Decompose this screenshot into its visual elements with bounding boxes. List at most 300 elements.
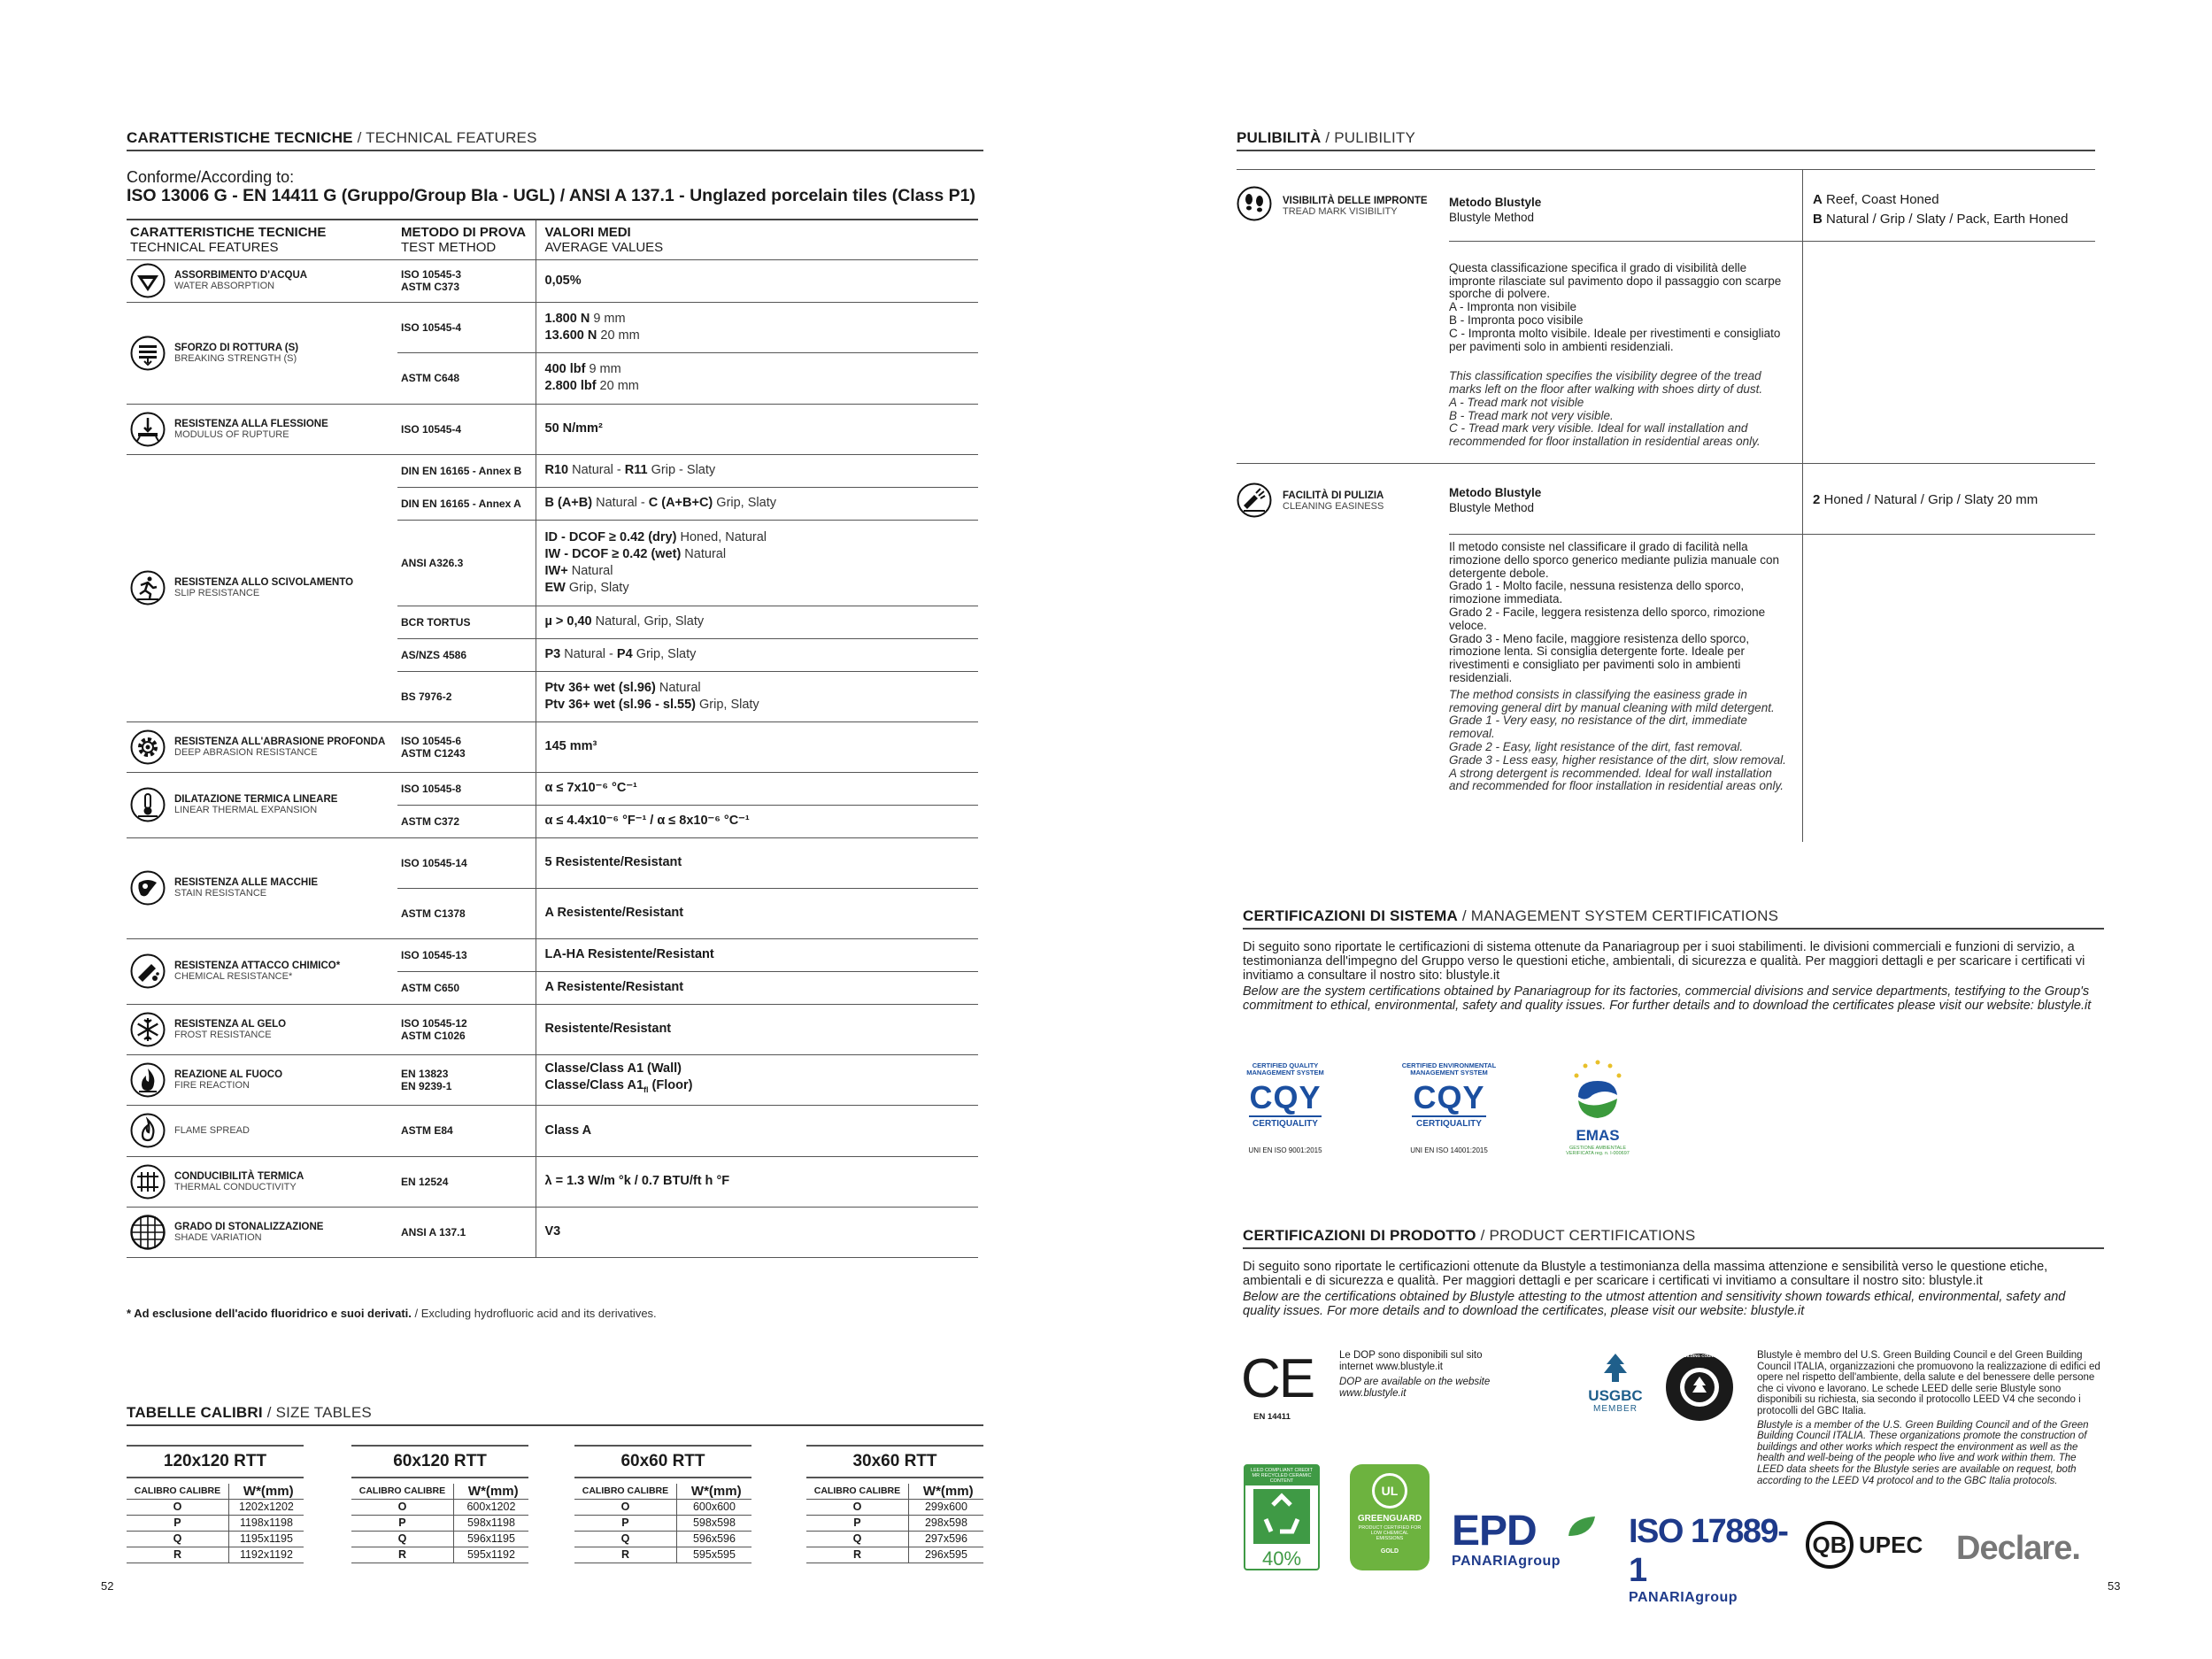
- value-light: Grip - Slaty: [647, 463, 716, 477]
- feature-name-it: GRADO DI STONALIZZAZIONE: [174, 1221, 324, 1232]
- tread-it: VISIBILITÀ DELLE IMPRONTE: [1283, 196, 1428, 206]
- value-subscript: fl: [644, 1084, 649, 1094]
- prod-text-en: Below are the certifications obtained by Blustyle attesting to the utmost attention and sensitivity shown towards ethical, environmental, safety and quality issues. For more details and to download the certificates, please visit our website: blustyle.it: [1243, 1290, 2066, 1318]
- feature-name-en: FROST RESISTANCE: [174, 1029, 272, 1040]
- size: 600x1202: [453, 1500, 528, 1516]
- feature-name-it: DILATAZIONE TERMICA LINEARE: [174, 794, 338, 805]
- usgbc-logo: [1580, 1352, 1651, 1414]
- recycle-icon: [1253, 1489, 1310, 1544]
- value-light: Natural -: [560, 647, 617, 661]
- calibre: R: [127, 1547, 228, 1563]
- w-header: W*(mm): [453, 1484, 528, 1500]
- value-light: 9 mm: [590, 311, 626, 326]
- greenguard-gold: GOLD: [1380, 1548, 1399, 1555]
- value-light: Honed / Natural / Grip / Slaty 20 mm: [1820, 492, 2039, 507]
- calibre: Q: [127, 1532, 228, 1547]
- epd-group: PANARIAgroup: [1452, 1554, 1561, 1569]
- feature-name-en: LINEAR THERMAL EXPANSION: [174, 805, 318, 815]
- sys-section-title: [1243, 907, 2104, 930]
- table-row: [127, 1105, 978, 1156]
- clean-rule-2: [1449, 534, 2095, 535]
- gbc-text: GREEN BUILDING COUNCIL ITALIA: [1665, 1354, 1734, 1358]
- calibre: R: [351, 1547, 453, 1563]
- value: Resistente/Resistant: [544, 1022, 672, 1036]
- size: 600x600: [676, 1500, 751, 1516]
- emas-icon: [1566, 1058, 1630, 1123]
- cq-bot: UNI EN ISO 14001:2015: [1410, 1146, 1488, 1154]
- method: ASTM C650: [397, 971, 536, 1004]
- size: 298x598: [908, 1516, 983, 1532]
- sys-text-en: Below are the system certifications obtained by Panariagroup for its factories, commercial divisions and service departments, testifying to the Group's commitment to ethical, environmental, safety and quality issues. For further details and to download the certificates please visit our website: blustyle.it: [1243, 984, 2092, 1013]
- flame-spread-icon: [130, 1113, 166, 1148]
- value-bold: 400 lbf: [544, 362, 586, 376]
- epd-name: EPD: [1452, 1508, 1537, 1555]
- upec-name: UPEC: [1859, 1531, 1923, 1558]
- conform-label: Conforme/According to:: [127, 168, 295, 186]
- cq-top: CERTIFIED ENVIRONMENTAL MANAGEMENT SYSTEM: [1401, 1061, 1497, 1076]
- feature-name-en: SLIP RESISTANCE: [174, 588, 260, 598]
- calibre: P: [351, 1516, 453, 1532]
- table-row: [127, 1156, 978, 1207]
- tech-title-rest: / TECHNICAL FEATURES: [352, 129, 537, 146]
- prod-title-rest: / PRODUCT CERTIFICATIONS: [1476, 1227, 1696, 1244]
- feature-name-it: RESISTENZA AL GELO: [174, 1018, 287, 1030]
- feature-name-it: SFORZO DI ROTTURA (S): [174, 342, 299, 353]
- feature-name-it: RESISTENZA ALLO SCIVOLAMENTO: [174, 577, 354, 588]
- method: ISO 10545-13: [397, 938, 536, 971]
- leed-recycled-logo: [1244, 1464, 1320, 1570]
- gbc-italia-logo: [1664, 1352, 1735, 1423]
- size: 598x598: [676, 1516, 751, 1532]
- recycled-top: LEED COMPLIANT CREDIT MR RECYCLED CERAMIC CONTENT: [1245, 1466, 1318, 1485]
- value-bold: C (A+B+C): [648, 496, 713, 510]
- feature-name-it: REAZIONE AL FUOCO: [174, 1069, 283, 1080]
- dop-it: Le DOP sono disponibili sul sito internet www.blustyle.it: [1339, 1350, 1483, 1372]
- pulib-section-title: [1237, 129, 2095, 151]
- size: 1198x1198: [228, 1516, 304, 1532]
- fire-icon: [130, 1062, 166, 1098]
- method: ISO 10545-4: [397, 404, 536, 454]
- table-row: [574, 1500, 751, 1516]
- value-light: Natural: [681, 546, 727, 561]
- size-title-rest: / SIZE TABLES: [262, 1404, 372, 1421]
- leed-text: [1757, 1350, 2104, 1486]
- header-values-it: VALORI MEDI: [544, 224, 631, 240]
- size-table-title: 30x60 RTT: [806, 1445, 983, 1478]
- sys-text-it: Di seguito sono riportate le certificazioni di sistema ottenute da Panariagroup per i suoi stabilimenti. le divisioni commerciali e funzioni di servizio, a testimonianza dell'impegno del Gruppo verso le questioni etiche, ambientali, di sicurezza e qualità. Per maggiori dettagli e per scaricare i certificati vi invitiamo a consultare il nostro sito: blustyle.it: [1243, 940, 2085, 983]
- table-row: [127, 772, 978, 805]
- feature-name-en: FLAME SPREAD: [174, 1125, 250, 1136]
- sys-text: [1243, 940, 2104, 1013]
- value: α ≤ 4.4x10⁻⁶ °F⁻¹ / α ≤ 8x10⁻⁶ °C⁻¹: [544, 814, 750, 828]
- leed-en: Blustyle is a member of the U.S. Green Building Council and of the Green Building Council ITALIA. These organizations promote the construction of buildings and other works which respect the environment as well as the health and well-being of the people who live and work within them. The LEED data sheets for the Blustyle series are available on request, both according to the LEED V4 protocol and to the GBC Italia protocols.: [1757, 1419, 2089, 1486]
- value-bold: P4: [616, 647, 633, 661]
- breaking-strength-icon: [130, 336, 166, 371]
- usgbc-leaf-icon: [1598, 1352, 1633, 1384]
- table-row: [574, 1547, 751, 1563]
- table-row: [806, 1516, 983, 1532]
- size-table: [127, 1445, 304, 1563]
- emas-name: EMAS: [1576, 1127, 1620, 1144]
- size-table-title: 60x60 RTT: [574, 1445, 751, 1478]
- method-bold: Metodo Blustyle: [1449, 486, 1542, 499]
- table-row: [127, 454, 978, 487]
- table-row: [127, 302, 978, 352]
- clean-rule: [1237, 463, 2095, 464]
- calibre: P: [127, 1516, 228, 1532]
- clean-en: CLEANING EASINESS: [1283, 501, 1384, 512]
- size: 595x1192: [453, 1547, 528, 1563]
- snowflake-icon: [130, 1012, 166, 1047]
- w-header: W*(mm): [676, 1484, 751, 1500]
- w-header: W*(mm): [908, 1484, 983, 1500]
- size: 1202x1202: [228, 1500, 304, 1516]
- ce-std: EN 14411: [1253, 1412, 1291, 1422]
- gear-icon: [130, 729, 166, 765]
- tread-en: TREAD MARK VISIBILITY: [1283, 206, 1398, 217]
- dop-en: DOP are available on the website www.blustyle.it: [1339, 1377, 1491, 1399]
- method-bold: Metodo Blustyle: [1449, 196, 1542, 209]
- calibre: R: [806, 1547, 908, 1563]
- value-bold: R10: [544, 463, 569, 477]
- clean-desc-it: Il metodo consiste nel classificare il grado di facilità nella rimozione dello sporco generico mediante pulizia manuale con detergente debole. Grado 1 - Molto facile, nessuna resistenza dello sporco, rimozione immediata. Grado 2 - Facile, leggera resistenza dello sporco, rimozione veloce. Grado 3 - Meno facile, maggiore resistenza dello sporco, rimozione lenta. Si consiglia detergente forte. Ideale per rivestimenti e consigliato per pavimenti solo in ambienti residenziali.: [1449, 540, 1779, 684]
- feature-name-en: THERMAL CONDUCTIVITY: [174, 1181, 297, 1192]
- value: A Resistente/Resistant: [544, 980, 684, 994]
- value-bold: IW+: [544, 563, 568, 578]
- chemical-icon: [130, 953, 166, 989]
- emas-sub: GESTIONE AMBIENTALE VERIFICATA reg. n. I-000697: [1566, 1146, 1630, 1156]
- size: 596x1195: [453, 1532, 528, 1547]
- size: 598x1198: [453, 1516, 528, 1532]
- method: ANSI A326.3: [397, 520, 536, 606]
- value-light: Reef, Coast Honed: [1822, 192, 1939, 207]
- table-row: [127, 1547, 304, 1563]
- value-light: Natural: [655, 680, 701, 695]
- value-light: Natural, Grip, Slaty: [591, 614, 705, 629]
- method: ISO 10545-8: [397, 772, 536, 805]
- feature-name-it: CONDUCIBILITÀ TERMICA: [174, 1170, 304, 1182]
- method: ANSI A 137.1: [397, 1207, 536, 1257]
- iso-name: ISO 17889-1: [1629, 1513, 1788, 1589]
- pulib-divider: [1802, 169, 1803, 842]
- value-bold: 1.800 N: [544, 311, 590, 326]
- table-row: [127, 1054, 978, 1105]
- certiquality-9001-logo: CERTIFIED QUALITY MANAGEMENT SYSTEM CQY CERTIQUALITY UNI EN ISO 9001:2015: [1237, 1062, 1334, 1154]
- value: Class A: [544, 1123, 592, 1138]
- standard-line: ISO 13006 G - EN 14411 G (Gruppo/Group BIa - UGL) / ANSI A 137.1 - Unglazed porcelain tiles (Class P1): [127, 186, 976, 205]
- table-row: [127, 259, 978, 302]
- calibro-header: CALIBRO CALIBRE: [574, 1484, 676, 1500]
- ce-mark: [1241, 1348, 1314, 1422]
- table-header-row: [127, 220, 978, 259]
- dop-text: [1339, 1350, 1507, 1400]
- calibre: O: [806, 1500, 908, 1516]
- table-row: [351, 1516, 528, 1532]
- value: V3: [544, 1224, 561, 1238]
- value-bold: IW - DCOF ≥ 0.42 (wet): [544, 546, 682, 561]
- prod-section-title: [1243, 1227, 2104, 1249]
- size-table-title: 60x120 RTT: [351, 1445, 528, 1478]
- table-row: [351, 1547, 528, 1563]
- value-light: Natural: [567, 563, 613, 578]
- table-row: [806, 1500, 983, 1516]
- table-row: [127, 404, 978, 454]
- value-light: 20 mm: [596, 379, 639, 393]
- tread-desc: [1449, 249, 1794, 462]
- method: BCR TORTUS: [397, 606, 536, 638]
- usgbc-name: USGBC: [1588, 1387, 1643, 1404]
- size: 296x595: [908, 1547, 983, 1563]
- emas-logo: [1564, 1058, 1631, 1156]
- table-row: [127, 938, 978, 971]
- gbc-italia-icon: [1664, 1352, 1735, 1423]
- clean-method: [1449, 485, 1541, 515]
- table-row: [127, 837, 978, 888]
- method: DIN EN 16165 - Annex A: [397, 487, 536, 520]
- header-feature-en: TECHNICAL FEATURES: [130, 239, 279, 255]
- clean-desc: [1449, 541, 1794, 793]
- conductivity-icon: [130, 1164, 166, 1200]
- pulib-title-bold: PULIBILITÀ: [1237, 129, 1322, 146]
- header-method-en: TEST METHOD: [401, 239, 497, 255]
- method: ISO 10545-3: [401, 268, 462, 281]
- value-bold: Ptv 36+ wet (sl.96): [544, 680, 656, 695]
- qb-mark: QB: [1806, 1521, 1854, 1569]
- value: 5 Resistente/Resistant: [544, 855, 682, 869]
- value-light: Natural / Grip / Slaty / Pack, Earth Honed: [1822, 212, 2069, 227]
- cq-bot: UNI EN ISO 9001:2015: [1248, 1146, 1322, 1154]
- footnote-bold: * Ad esclusione dell'acido fluoridrico e suoi derivati.: [127, 1307, 412, 1320]
- size-title-bold: TABELLE CALIBRI: [127, 1404, 263, 1421]
- greenguard-logo: [1350, 1464, 1430, 1570]
- method: AS/NZS 4586: [397, 638, 536, 671]
- table-row: [127, 1500, 304, 1516]
- value-light: Natural -: [568, 463, 625, 477]
- feature-name-en: FIRE REACTION: [174, 1079, 250, 1091]
- value-light: 20 mm: [597, 328, 640, 343]
- grid-globe-icon: [130, 1215, 166, 1250]
- feature-name-en: WATER ABSORPTION: [174, 281, 275, 291]
- value-bold: ID - DCOF ≥ 0.42 (dry): [544, 529, 677, 544]
- cleaning-icon: [1237, 482, 1272, 518]
- size-table: [351, 1445, 528, 1563]
- size-table: [806, 1445, 983, 1563]
- water-drop-icon: [130, 263, 166, 298]
- value: α ≤ 7x10⁻⁶ °C⁻¹: [544, 781, 637, 795]
- value-light: Grip, Slaty: [632, 647, 697, 661]
- method: ASTM C648: [397, 352, 536, 404]
- iso-group: PANARIAgroup: [1629, 1590, 1738, 1605]
- feature-name-it: RESISTENZA ALL'ABRASIONE PROFONDA: [174, 736, 386, 747]
- value-bold: 2.800 lbf: [544, 379, 597, 393]
- method-light: Blustyle Method: [1449, 211, 1535, 224]
- size-table-grid: [806, 1484, 983, 1563]
- method: ISO 10545-6: [401, 734, 462, 747]
- ce-mark-text: CE: [1241, 1348, 1314, 1409]
- thermometer-icon: [130, 787, 166, 822]
- calibre: P: [574, 1516, 676, 1532]
- calibro-header: CALIBRO CALIBRE: [127, 1484, 228, 1500]
- value-light: Honed, Natural: [676, 529, 767, 544]
- leed-it: Blustyle è membro del U.S. Green Building Council e del Green Building Council ITALIA, organizzazioni che promuovono la realizzazione di edifici ed opere nel rispetto dell'ambiente, della salute e del benessere delle persone che ci vivono e lavorano. Le schede LEED delle serie Blustyle sono disponibili su richiesta, sia secondo il protocollo LEED V4 che secondo i protocolli del GBC Italia.: [1757, 1350, 2100, 1416]
- table-row: [127, 1207, 978, 1257]
- footnote: [127, 1307, 657, 1320]
- value-bold: EW: [544, 580, 566, 595]
- table-row: [351, 1500, 528, 1516]
- value: (Floor): [648, 1078, 693, 1093]
- value-light: Grip, Slaty: [713, 496, 776, 510]
- footnote-rest: / Excluding hydrofluoric acid and its derivatives.: [411, 1307, 657, 1320]
- calibro-header: CALIBRO CALIBRE: [351, 1484, 453, 1500]
- size: 1192x1192: [228, 1547, 304, 1563]
- iso-17889-logo: [1629, 1512, 1788, 1606]
- method: DIN EN 16165 - Annex B: [397, 454, 536, 487]
- value-bold: 13.600 N: [544, 328, 597, 343]
- calibre: Q: [806, 1532, 908, 1547]
- header-feature-it: CARATTERISTICHE TECNICHE: [130, 224, 327, 240]
- value-bold: R11: [624, 463, 648, 477]
- sys-title-rest: / MANAGEMENT SYSTEM CERTIFICATIONS: [1458, 907, 1779, 924]
- clean-desc-en: The method consists in classifying the easiness grade in removing general dirt by manual cleaning with mild detergent. Grade 1 - Very easy, no resistance of the dirt, immediate removal. Grade 2 - Easy, light resistance of the dirt, fast removal. Grade 3 - Less easy, higher resistance of the dirt, slow removal. A strong detergent is recommended. Ideal for wall installation and recommended for floor installation in residential areas only.: [1449, 687, 1786, 793]
- value: Classe/Class A1: [544, 1078, 644, 1093]
- tech-section-title: [127, 129, 983, 151]
- tread-values: [1813, 190, 2068, 229]
- clean-it: FACILITÀ DI PULIZIA: [1283, 490, 1384, 501]
- value: 0,05%: [544, 273, 582, 288]
- prod-text: [1243, 1260, 2104, 1318]
- table-row: [806, 1547, 983, 1563]
- method-light: Blustyle Method: [1449, 501, 1535, 514]
- feature-name-en: SHADE VARIATION: [174, 1231, 262, 1243]
- method: ISO 10545-14: [397, 837, 536, 888]
- feature-name-en: STAIN RESISTANCE: [174, 888, 267, 899]
- method: ISO 10545-12: [401, 1016, 467, 1030]
- size: 596x596: [676, 1532, 751, 1547]
- table-row: [127, 721, 978, 772]
- table-row: [351, 1532, 528, 1547]
- value: A Resistente/Resistant: [544, 906, 684, 920]
- size-table: [574, 1445, 751, 1563]
- table-row: [127, 1532, 304, 1547]
- calibro-header: CALIBRO CALIBRE: [806, 1484, 908, 1500]
- value: 50 N/mm²: [544, 421, 603, 436]
- prod-title-bold: CERTIFICAZIONI DI PRODOTTO: [1243, 1227, 1476, 1244]
- stain-icon: [130, 870, 166, 906]
- calibre: R: [574, 1547, 676, 1563]
- feature-name-it: RESISTENZA ALLA FLESSIONE: [174, 418, 328, 429]
- calibre: Q: [351, 1532, 453, 1547]
- pulib-top-rule: [1237, 169, 2095, 170]
- tread-desc-en: This classification specifies the visibility degree of the tread marks left on the floor after walking with shoes dirty of dust. A - Tread mark not visible B - Tread mark not very visible. C - Tread mark very visible. Ideal for wall installation and recommended for floor installation in residential areas only.: [1449, 369, 1763, 449]
- method: ASTM C1026: [401, 1029, 466, 1042]
- tread-rule: [1449, 241, 2095, 242]
- value: Classe/Class A1 (Wall): [544, 1061, 682, 1076]
- tread-desc-it: Questa classificazione specifica il grado di visibilità delle impronte rilasciate sul pavimento dopo il passaggio con scarpe sporche di polvere. A - Impronta non visibile B - Impronta poco visibile C - Impronta molto visibile. Ideale per rivestimenti e consigliato per pavimenti solo in ambienti residenziali.: [1449, 260, 1782, 353]
- greenguard-sub: PRODUCT CERTIFIED FOR LOW CHEMICAL EMISSIONS: [1358, 1525, 1422, 1541]
- tread-label: [1283, 196, 1428, 217]
- leaf-icon: [1565, 1513, 1600, 1539]
- calibre: Q: [574, 1532, 676, 1547]
- clean-label: [1283, 490, 1383, 512]
- size-table-grid: [351, 1484, 528, 1563]
- method: EN 13823: [401, 1067, 449, 1080]
- feature-name-it: RESISTENZA ALLE MACCHIE: [174, 877, 319, 888]
- feature-name-it: ASSORBIMENTO D'ACQUA: [174, 270, 308, 281]
- ul-mark: UL: [1372, 1473, 1407, 1509]
- calibre: P: [806, 1516, 908, 1532]
- sys-title-bold: CERTIFICAZIONI DI SISTEMA: [1243, 907, 1458, 924]
- page-number-right: 53: [2108, 1579, 2121, 1593]
- value-light: 9 mm: [585, 362, 621, 376]
- feature-name-en: DEEP ABRASION RESISTANCE: [174, 746, 318, 758]
- size: 1195x1195: [228, 1532, 304, 1547]
- recycled-pct: 40%: [1261, 1547, 1302, 1570]
- table-row: [574, 1532, 751, 1547]
- calibre: O: [351, 1500, 453, 1516]
- method: ASTM C1378: [397, 888, 536, 938]
- size-table-grid: [574, 1484, 751, 1563]
- table-row: [574, 1516, 751, 1532]
- size: 297x596: [908, 1532, 983, 1547]
- qb-upec-logo: [1806, 1521, 1930, 1569]
- greenguard-name: GREENGUARD: [1357, 1514, 1422, 1524]
- w-header: W*(mm): [228, 1484, 304, 1500]
- size: 299x600: [908, 1500, 983, 1516]
- value-light: Grip, Slaty: [695, 697, 759, 712]
- value-bold: A: [1813, 192, 1823, 207]
- value-bold: B: [1813, 212, 1823, 227]
- calibre: O: [574, 1500, 676, 1516]
- pulib-title-rest: / PULIBILITY: [1321, 129, 1416, 146]
- prod-text-it: Di seguito sono riportate le certificazioni ottenute da Blustyle a testimonianza della massima attenzione e sensibilità verso le questione etiche, ambientali e di sicurezza e qualità. Per maggiori dettagli e per scaricare i certificati vi invitiamo a consultare il nostro sito: blustyle.it: [1243, 1260, 2048, 1288]
- value-light: Grip, Slaty: [565, 580, 629, 595]
- value: 145 mm³: [544, 739, 597, 753]
- size-table-title: 120x120 RTT: [127, 1445, 304, 1478]
- usgbc-member: MEMBER: [1593, 1404, 1638, 1414]
- epd-logo: [1452, 1509, 1615, 1570]
- cq-top: CERTIFIED QUALITY MANAGEMENT SYSTEM: [1246, 1061, 1324, 1076]
- method: ASTM C372: [397, 805, 536, 837]
- feature-name-en: CHEMICAL RESISTANCE*: [174, 971, 293, 982]
- value-bold: B (A+B): [544, 496, 593, 510]
- clean-value: [1813, 492, 2038, 507]
- calibre: O: [127, 1500, 228, 1516]
- feature-name-en: MODULUS OF RUPTURE: [174, 428, 289, 440]
- declare-logo: Declare.: [1956, 1530, 2080, 1567]
- slip-icon: [130, 570, 166, 606]
- value: λ = 1.3 W/m °k / 0.7 BTU/ft h °F: [544, 1174, 730, 1188]
- table-row: [806, 1532, 983, 1547]
- header-method-it: METODO DI PROVA: [401, 224, 527, 240]
- method: EN 9239-1: [401, 1079, 452, 1092]
- cq-mid: CERTIQUALITY: [1249, 1115, 1322, 1129]
- value-bold: µ > 0,40: [544, 614, 592, 629]
- page-number-left: 52: [101, 1579, 114, 1593]
- tech-title-bold: CARATTERISTICHE TECNICHE: [127, 129, 353, 146]
- method: ISO 10545-4: [397, 302, 536, 352]
- value: LA-HA Resistente/Resistant: [544, 947, 714, 961]
- flexion-icon: [130, 412, 166, 447]
- value-bold: 2: [1813, 492, 1821, 507]
- footprint-icon: [1237, 186, 1272, 221]
- value-bold: P3: [544, 647, 561, 661]
- size-section-title: [127, 1404, 983, 1426]
- certiquality-14001-logo: CERTIFIED ENVIRONMENTAL MANAGEMENT SYSTEM CQY CERTIQUALITY UNI EN ISO 14001:2015: [1396, 1062, 1502, 1154]
- header-values-en: AVERAGE VALUES: [544, 239, 664, 255]
- size-table-grid: [127, 1484, 304, 1563]
- cq-mid: CERTIQUALITY: [1412, 1115, 1486, 1129]
- method: ASTM C1243: [401, 746, 466, 760]
